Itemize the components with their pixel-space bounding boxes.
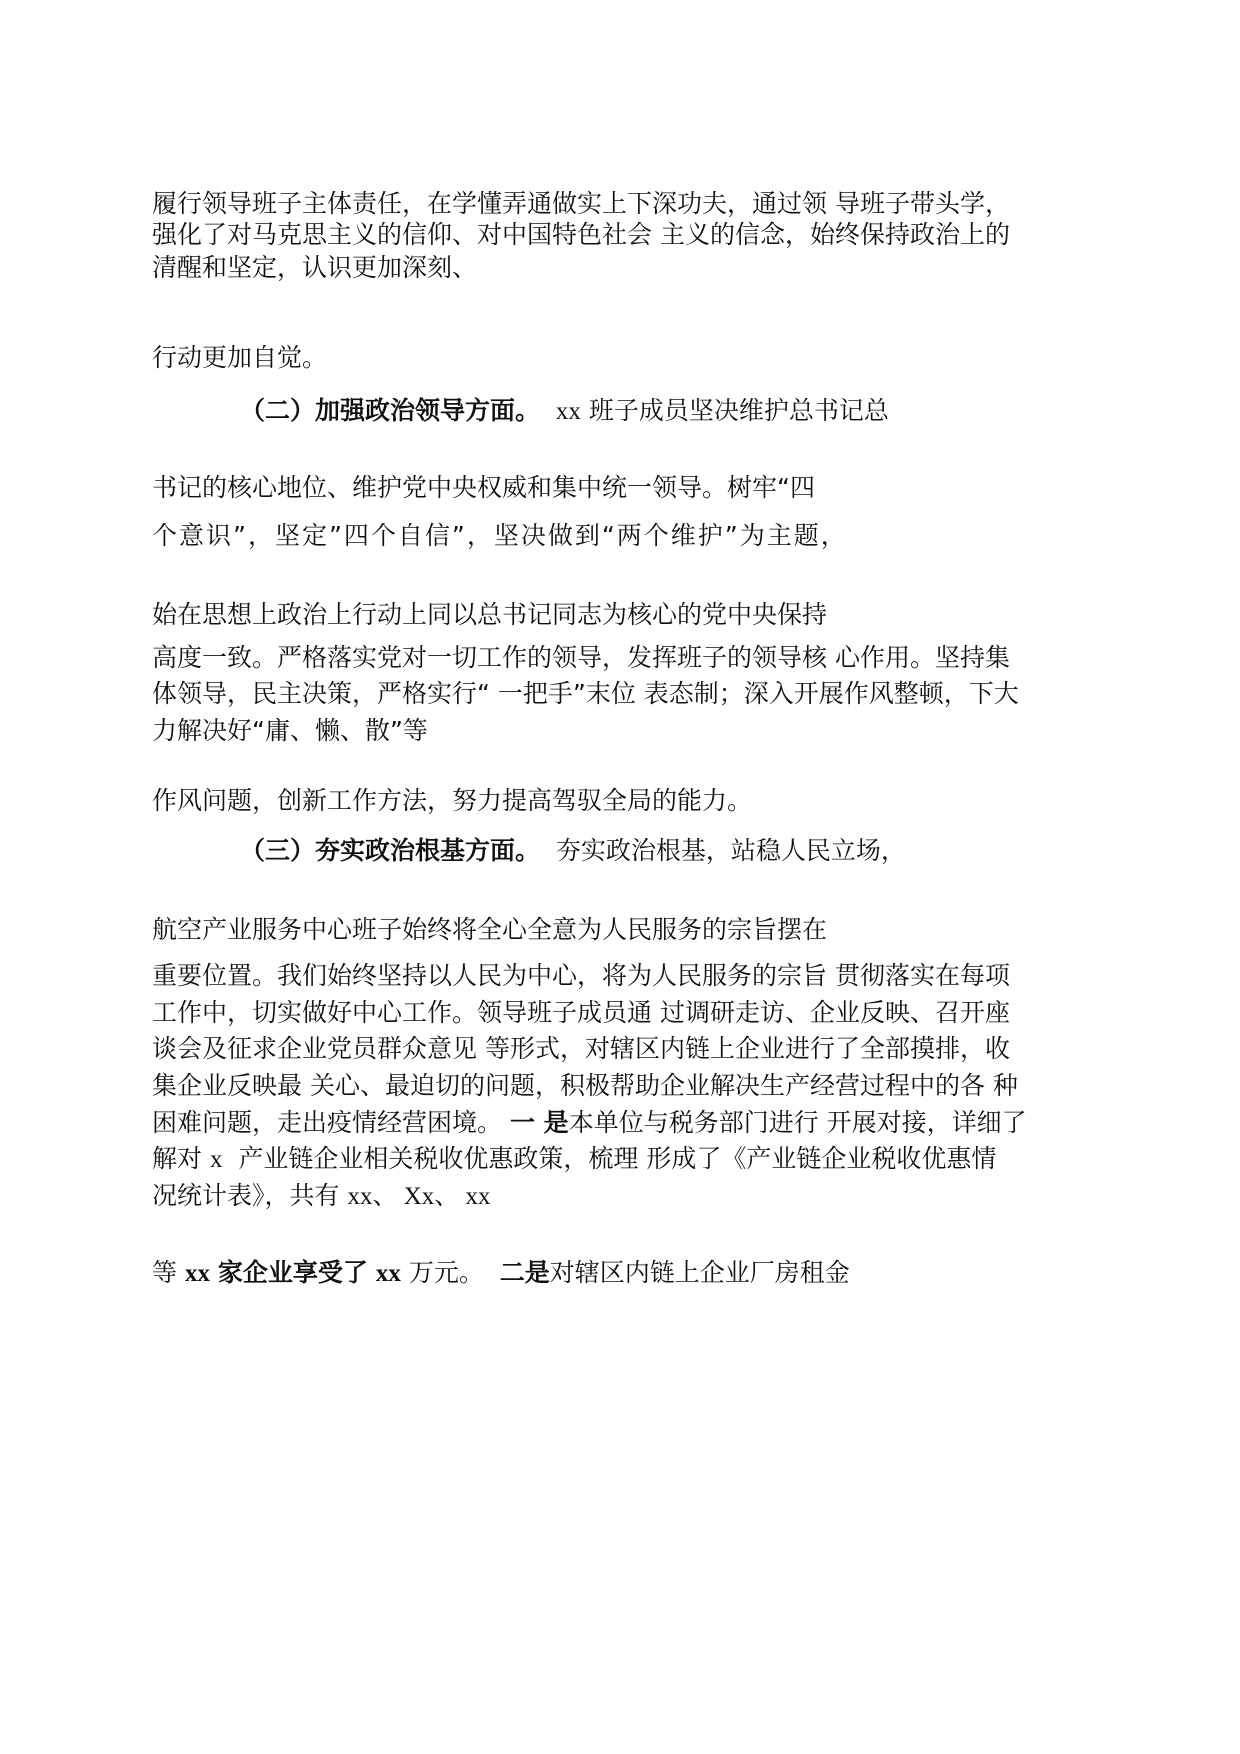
text-line: 强化了对马克思主义的信仰、对中国特色社会 主义的信念，始终保持政治上的	[152, 220, 1010, 249]
section-heading-2	[240, 393, 889, 430]
text-span: 困难问题，走出疫情经营困境。	[152, 1108, 503, 1137]
text-line: 清醒和坚定，认识更加深刻、	[152, 253, 478, 282]
placeholder-x: x	[209, 1146, 223, 1173]
emphasis-second: 二是	[499, 1258, 550, 1287]
heading-title: （二）加强政治领导方面。	[240, 396, 541, 425]
text-line: 工作中，切实做好中心工作。领导班子成员通 过调研走访、企业反映、召开座	[152, 998, 1010, 1027]
text-line: 高度一致。严格落实党对一切工作的领导，发挥班子的领导核 心作用。坚持集	[152, 643, 1010, 672]
placeholder-xx: xx	[375, 1260, 401, 1287]
text-line: 航空产业服务中心班子始终将全心全意为人民服务的宗旨摆在	[152, 915, 828, 944]
heading-text: 夯实政治根基，站稳人民立场，	[555, 836, 906, 865]
section-heading-3	[240, 833, 906, 869]
heading-text: 班子成员坚决维护总书记总	[588, 396, 889, 425]
placeholder-list: xx、 Xx、 xx	[347, 1183, 491, 1210]
text-span-bold: 家企业享受了	[217, 1258, 368, 1287]
placeholder-xx: xx	[555, 398, 581, 425]
text-line: 作风问题，创新工作方法，努力提高驾驭全局的能力。	[152, 786, 753, 815]
text-line: 重要位置。我们始终坚持以人民为中心，将为人民服务的宗旨 贯彻落实在每项	[152, 961, 1010, 990]
text-line	[152, 1141, 996, 1178]
text-span: 本单位与税务部门进行 开展对接，详细了	[568, 1108, 1027, 1137]
text-line: 力解决好“庸、懒、散”等	[152, 716, 428, 745]
emphasis-first: 一 是	[509, 1108, 569, 1137]
text-span: 解对	[152, 1144, 203, 1173]
text-line	[152, 1255, 850, 1292]
text-span: 况统计表》，共有	[152, 1181, 340, 1210]
text-line: 谈会及征求企业党员群众意见 等形式，对辖区内链上企业进行了全部摸排，收	[152, 1034, 1010, 1063]
heading-title: （三）夯实政治根基方面。	[240, 836, 541, 865]
text-span: 对辖区内链上企业厂房租金	[549, 1258, 850, 1287]
text-line: 书记的核心地位、维护党中央权威和集中统一领导。树牢“四	[152, 473, 815, 502]
text-line: 体领导，民主决策，严格实行“ 一把手”末位 表态制；深入开展作风整顿，下大	[152, 679, 1019, 708]
text-line	[152, 1105, 1027, 1141]
text-span: 万元。	[408, 1258, 484, 1287]
text-line: 始在思想上政治上行动上同以总书记同志为核心的党中央保持	[152, 600, 828, 629]
text-line: 个意识”，坚定”四个自信”，坚决做到“两个维护”为主题，	[152, 521, 848, 550]
text-line: 履行领导班子主体责任，在学懂弄通做实上下深功夫，通过领 导班子带头学，	[152, 189, 1010, 218]
text-span: 等	[152, 1258, 178, 1287]
text-span: 产业链企业相关税收优惠政策，梳理 形成了《产业链企业税收优惠情	[238, 1144, 997, 1173]
text-line	[152, 1178, 491, 1215]
text-line: 集企业反映最 关心、最迫切的问题，积极帮助企业解决生产经营过程中的各 种	[152, 1071, 1018, 1100]
text-line: 行动更加自觉。	[152, 343, 328, 372]
placeholder-xx: xx	[184, 1260, 210, 1287]
